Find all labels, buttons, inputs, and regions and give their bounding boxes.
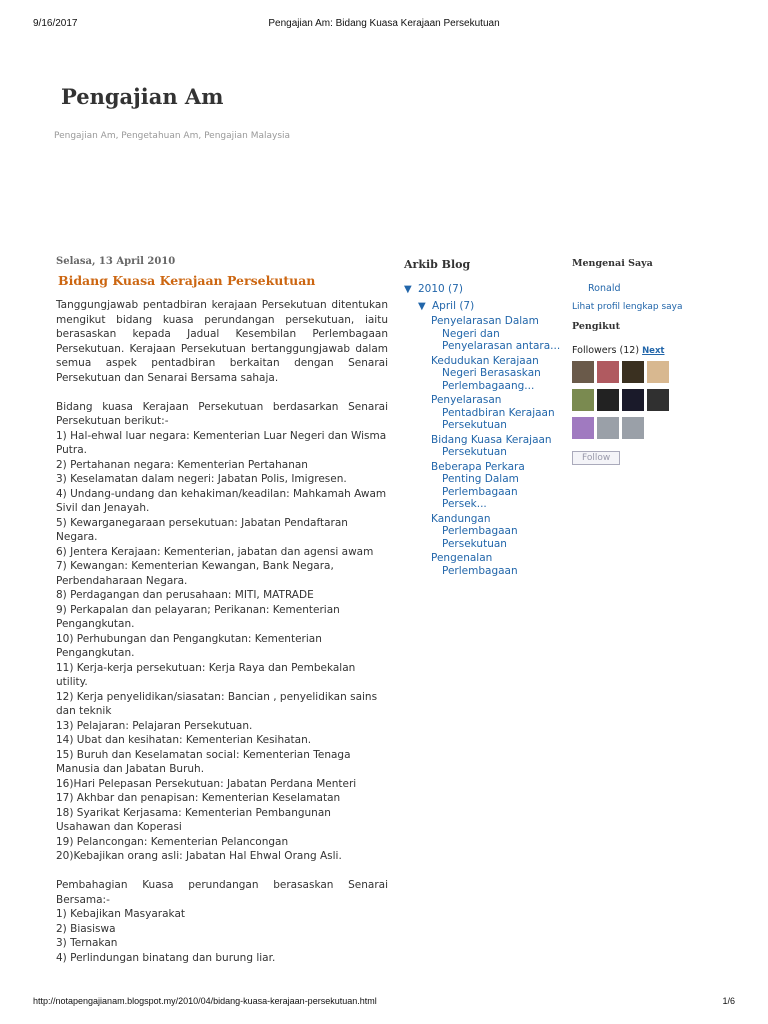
about-title: Mengenai Saya [572,258,653,269]
collapse-toggle-icon[interactable]: ▼ [404,284,412,295]
archive-year[interactable] [404,282,564,297]
list-item: 15) Buruh dan Keselamatan social: Kementerian Tenaga Manusia dan Jabatan Buruh. [56,748,351,775]
archive-post-link[interactable]: Bidang Kuasa Kerajaan Persekutuan [431,433,552,458]
follower-avatars [572,361,688,445]
follower-avatar[interactable] [572,389,594,411]
archive-post-link[interactable]: Penyelarasan Pentadbiran Kerajaan Persekutuan [431,394,555,431]
archive-post-link[interactable]: Kandungan Perlembagaan Persekutuan [431,512,518,550]
post-body [56,298,388,965]
follower-avatar[interactable] [647,389,669,411]
followers-count [572,345,722,356]
post-intro: Tanggungjawab pentadbiran kerajaan Persekutuan ditentukan mengikut bidang kuasa perundangan persekutuan, iaitu berasaskan kepada Jadual Kesembilan Perlembagaan Persekutuan. Kerajaan Persekutuan bertanggungjawab dalam semua aspek pentadbiran berkaitan dengan Senarai Persekutuan dan Senarai Bersama sahaja. [56,299,388,384]
print-footer [33,996,735,1008]
archive-post-link[interactable]: Beberapa Perkara Penting Dalam Perlembagaan Persek... [431,460,525,510]
list-item: 18) Syarikat Kerjasama: Kementerian Pembangunan Usahawan dan Koperasi [56,806,331,833]
follower-avatar[interactable] [622,417,644,439]
list-item: 4) Undang-undang dan kehakiman/keadilan: Mahkamah Awam Sivil dan Jenayah. [56,487,387,514]
list-item: 19) Pelancongan: Kementerian Pelancongan [56,835,289,848]
archive-month[interactable] [418,299,564,314]
federal-heading: Bidang kuasa Kerajaan Persekutuan berdasarkan Senarai Persekutuan berikut:- [56,400,388,427]
blog-title[interactable]: Pengajian Am [61,84,224,109]
follower-avatar[interactable] [622,389,644,411]
blog-archive [404,258,564,579]
list-item: 13) Pelajaran: Pelajaran Persekutuan. [56,719,253,732]
follower-avatar[interactable] [597,361,619,383]
archive-post-link[interactable]: Penyelarasan Dalam Negeri dan Penyelarasan antara... [431,315,561,352]
list-item: 17) Akhbar dan penapisan: Kementerian Keselamatan [56,792,341,804]
follower-avatar[interactable] [647,361,669,383]
list-item: 7) Kewangan: Kementerian Kewangan, Bank Negara, Perbendaharaan Negara. [56,560,334,587]
list-item: 3) Keselamatan dalam negeri: Jabatan Polis, Imigresen. [56,473,347,485]
archive-month-label[interactable]: April (7) [432,300,475,312]
list-item: 5) Kewarganegaraan persekutuan: Jabatan Pendaftaran Negara. [56,516,348,543]
list-item: 20)Kebajikan orang asli: Jabatan Hal Ehwal Orang Asli. [56,850,342,862]
list-item: 2) Biasiswa [56,922,116,935]
list-item: 10) Perhubungan dan Pengangkutan: Kementerian Pengangkutan. [56,632,322,659]
archive-title: Arkib Blog [404,258,471,271]
profile-link[interactable]: Lihat profil lengkap saya [572,302,683,312]
follower-avatar[interactable] [597,389,619,411]
followers-next-link[interactable]: Next [642,346,665,356]
list-item: 14) Ubat dan kesihatan: Kementerian Kesihatan. [56,734,312,746]
print-title: Pengajian Am: Bidang Kuasa Kerajaan Persekutuan [268,18,500,29]
archive-post-link[interactable]: Pengenalan Perlembagaan [431,552,518,577]
print-url: http://notapengajianam.blogspot.my/2010/04/bidang-kuasa-kerajaan-persekutuan.html [33,996,377,1006]
list-item: 2) Pertahanan negara: Kementerian Pertahanan [56,458,308,471]
list-item: 4) Perlindungan binatang dan burung liar. [56,951,276,964]
follow-button[interactable]: Follow [572,451,620,465]
archive-post-link[interactable]: Kedudukan Kerajaan Negeri Berasaskan Perlembagaang... [431,354,541,392]
follower-avatar[interactable] [572,361,594,383]
post-title[interactable]: Bidang Kuasa Kerajaan Persekutuan [58,273,316,288]
profile-name[interactable]: Ronald [588,283,621,294]
post [56,256,388,965]
follower-avatar[interactable] [597,417,619,439]
list-item: 12) Kerja penyelidikan/siasatan: Bancian , penyelidikan sains dan teknik [56,690,378,717]
collapse-toggle-icon[interactable]: ▼ [418,301,426,312]
post-date: Selasa, 13 April 2010 [56,256,176,267]
list-item: 1) Kebajikan Masyarakat [56,908,186,920]
print-page-number: 1/6 [722,996,735,1006]
followers-count-label: Followers (12) [572,345,640,356]
follower-avatar[interactable] [622,361,644,383]
follower-avatar[interactable] [572,417,594,439]
archive-year-label[interactable]: 2010 (7) [418,283,463,295]
shared-list [56,907,388,965]
print-date: 9/16/2017 [33,18,78,29]
print-header [33,18,735,30]
list-item: 6) Jentera Kerajaan: Kementerian, jabatan dan agensi awam [56,545,374,558]
followers-title: Pengikut [572,321,620,332]
blog-description: Pengajian Am, Pengetahuan Am, Pengajian Malaysia [54,131,291,141]
federal-list [56,429,388,864]
about-me [572,258,722,465]
archive-post-list [404,315,564,577]
list-item: 3) Ternakan [56,937,118,949]
list-item: 8) Perdagangan dan perusahaan: MITI, MATRADE [56,589,314,601]
shared-heading: Pembahagian Kuasa perundangan berasaskan Senarai Bersama:- [56,879,388,906]
list-item: 9) Perkapalan dan pelayaran; Perikanan: Kementerian Pengangkutan. [56,603,340,630]
list-item: 16)Hari Pelepasan Persekutuan: Jabatan Perdana Menteri [56,777,357,790]
list-item: 11) Kerja-kerja persekutuan: Kerja Raya dan Pembekalan utility. [56,661,356,688]
list-item: 1) Hal-ehwal luar negara: Kementerian Luar Negeri dan Wisma Putra. [56,429,387,456]
